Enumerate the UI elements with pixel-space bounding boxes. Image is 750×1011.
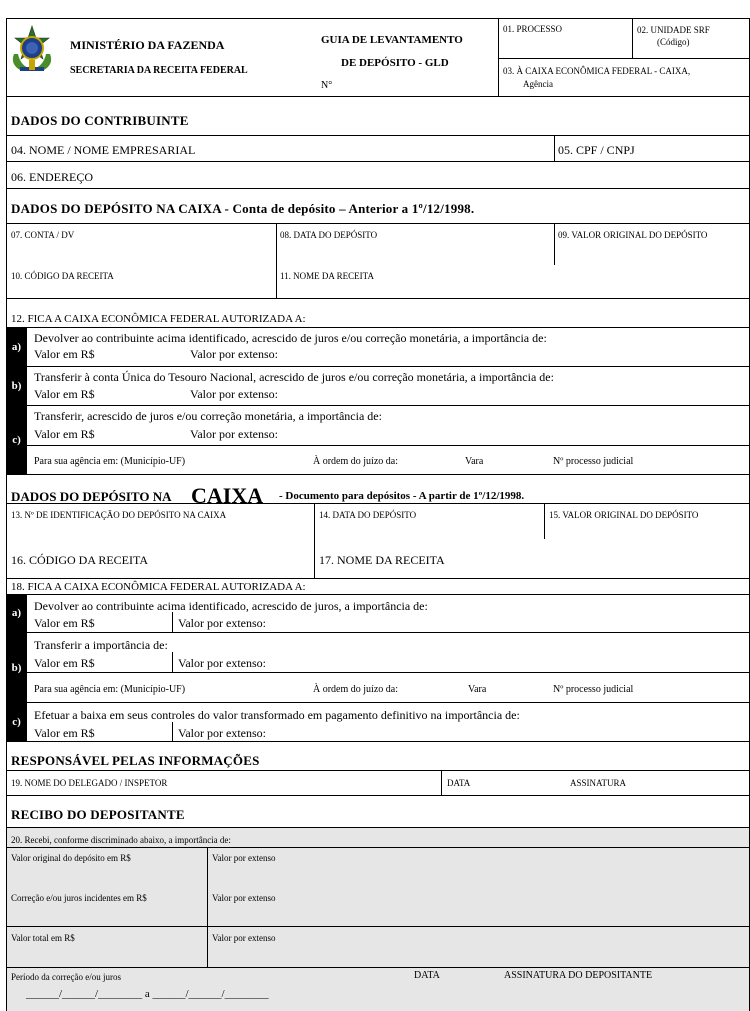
item-12c-extenso: Valor por extenso:: [190, 427, 278, 441]
item-18b-agencia: Para sua agência em: (Município-UF): [34, 684, 186, 695]
item-12b-valor: Valor em R$: [34, 387, 95, 401]
field-18-label: 18. FICA A CAIXA ECONÔMICA FEDERAL AUTORIZADA A:: [11, 581, 306, 593]
field-03-sub: Agência: [523, 79, 553, 89]
item-12c-vara: Vara: [465, 456, 484, 467]
field-11-label: 11. NOME DA RECEITA: [280, 271, 374, 281]
recibo-periodo-label: Período da correção e/ou juros: [11, 972, 121, 982]
field-20-label: 20. Recebi, conforme discriminado abaixo, a importância de:: [11, 835, 231, 845]
ministry-title: MINISTÉRIO DA FAZENDA: [70, 38, 225, 52]
section-deposito-anterior: DADOS DO DEPÓSITO NA CAIXA - Conta de depósito – Anterior a 1º/12/1998.: [11, 201, 475, 216]
field-02-sub: (Código): [657, 37, 690, 47]
item-18a-text: Devolver ao contribuinte acima identificado, acrescido de juros, a importância de:: [34, 599, 428, 613]
gld-form: [6, 18, 750, 1011]
tab-12b: b): [6, 367, 27, 405]
field-10-label: 10. CÓDIGO DA RECEITA: [11, 271, 114, 281]
recibo-row2-right: Valor por extenso: [212, 893, 276, 903]
field-01-label: 01. PROCESSO: [503, 24, 563, 34]
tab-12c: c): [6, 406, 27, 474]
tab-18b: b): [6, 633, 27, 702]
field-19-assinatura: ASSINATURA: [570, 778, 627, 788]
section-contribuinte: DADOS DO CONTRIBUINTE: [11, 113, 189, 128]
item-12b-extenso: Valor por extenso:: [190, 387, 278, 401]
item-18b-extenso: Valor por extenso:: [178, 656, 266, 670]
item-12c-processo: Nº processo judicial: [553, 456, 634, 467]
field-03-label: 03. À CAIXA ECONÔMICA FEDERAL - CAIXA,: [503, 66, 691, 76]
field-02-label: 02. UNIDADE SRF: [637, 25, 710, 35]
section-responsavel: RESPONSÁVEL PELAS INFORMAÇÕES: [11, 753, 260, 768]
field-15-label: 15. VALOR ORIGINAL DO DEPÓSITO: [549, 510, 699, 520]
item-12a-extenso: Valor por extenso:: [190, 347, 278, 361]
guide-title-1: GUIA DE LEVANTAMENTO: [321, 34, 463, 46]
item-18a-extenso: Valor por extenso:: [178, 616, 266, 630]
brasao-icon: [6, 24, 58, 76]
field-09-label: 09. VALOR ORIGINAL DO DEPÓSITO: [558, 230, 708, 240]
field-07-label: 07. CONTA / DV: [11, 230, 75, 240]
item-18b-processo: Nº processo judicial: [553, 684, 634, 695]
section-recibo: RECIBO DO DEPOSITANTE: [11, 807, 185, 822]
guide-number-label: N°: [321, 80, 333, 91]
recibo-row1-right: Valor por extenso: [212, 853, 276, 863]
field-16-label: 16. CÓDIGO DA RECEITA: [11, 553, 149, 567]
item-18b-ordem: À ordem do juízo da:: [313, 684, 398, 695]
section-deposito-novo: [6, 484, 750, 504]
field-19-label: 19. NOME DO DELEGADO / INSPETOR: [11, 778, 168, 788]
recibo-row1-left: Valor original do depósito em R$: [11, 853, 131, 863]
recibo-row2-left: Correção e/ou juros incidentes em R$: [11, 893, 147, 903]
field-14-label: 14. DATA DO DEPÓSITO: [319, 510, 417, 520]
item-12b-text: Transferir à conta Única do Tesouro Nacional, acrescido de juros e/ou correção monetária, a importância de:: [34, 370, 554, 384]
guide-title-2: DE DEPÓSITO - GLD: [341, 57, 449, 69]
field-17-label: 17. NOME DA RECEITA: [319, 553, 445, 567]
recibo-assinatura-label: ASSINATURA DO DEPOSITANTE: [504, 970, 653, 981]
item-12a-text: Devolver ao contribuinte acima identificado, acrescido de juros e/ou correção monetária, a importância de:: [34, 331, 547, 345]
item-12c-valor: Valor em R$: [34, 427, 95, 441]
item-18c-text: Efetuar a baixa em seus controles do valor transformado em pagamento definitivo na importância de:: [34, 708, 520, 722]
item-12c-ordem: À ordem do juízo da:: [313, 456, 398, 467]
item-12a-valor: Valor em R$: [34, 347, 95, 361]
recibo-row3-right: Valor por extenso: [212, 933, 276, 943]
field-19-data: DATA: [447, 778, 471, 788]
tab-18c: c): [6, 703, 27, 741]
tab-18a: a): [6, 594, 27, 632]
recibo-row3-left: Valor total em R$: [11, 933, 75, 943]
section-deposito-novo-big: CAIXA: [191, 484, 264, 504]
field-04-label: 04. NOME / NOME EMPRESARIAL: [11, 143, 196, 157]
section-deposito-novo-prefix: DADOS DO DEPÓSITO NA: [11, 489, 172, 504]
item-18a-valor: Valor em R$: [34, 616, 95, 630]
field-05-label: 05. CPF / CNPJ: [558, 143, 635, 157]
item-18b-valor: Valor em R$: [34, 656, 95, 670]
secretariat-title: SECRETARIA DA RECEITA FEDERAL: [70, 65, 248, 76]
field-06-label: 06. ENDEREÇO: [11, 170, 93, 184]
section-deposito-novo-suffix: - Documento para depósitos - A partir de 1º/12/1998.: [279, 490, 525, 502]
recibo-data-label: DATA: [414, 970, 440, 981]
field-12-label: 12. FICA A CAIXA ECONÔMICA FEDERAL AUTORIZADA A:: [11, 313, 306, 325]
tab-12a: a): [6, 327, 27, 366]
recibo-periodo-blanks: ______/______/________ a ______/______/________: [26, 988, 269, 1000]
item-12c-agencia: Para sua agência em: (Município-UF): [34, 456, 186, 467]
item-18b-text: Transferir a importância de:: [34, 638, 168, 652]
item-18b-vara: Vara: [468, 684, 487, 695]
item-18c-extenso: Valor por extenso:: [178, 726, 266, 740]
item-12c-text: Transferir, acrescido de juros e/ou correção monetária, a importância de:: [34, 409, 382, 423]
item-18c-valor: Valor em R$: [34, 726, 95, 740]
field-13-label: 13. Nº DE IDENTIFICAÇÃO DO DEPÓSITO NA CAIXA: [11, 510, 227, 520]
field-08-label: 08. DATA DO DEPÓSITO: [280, 230, 378, 240]
